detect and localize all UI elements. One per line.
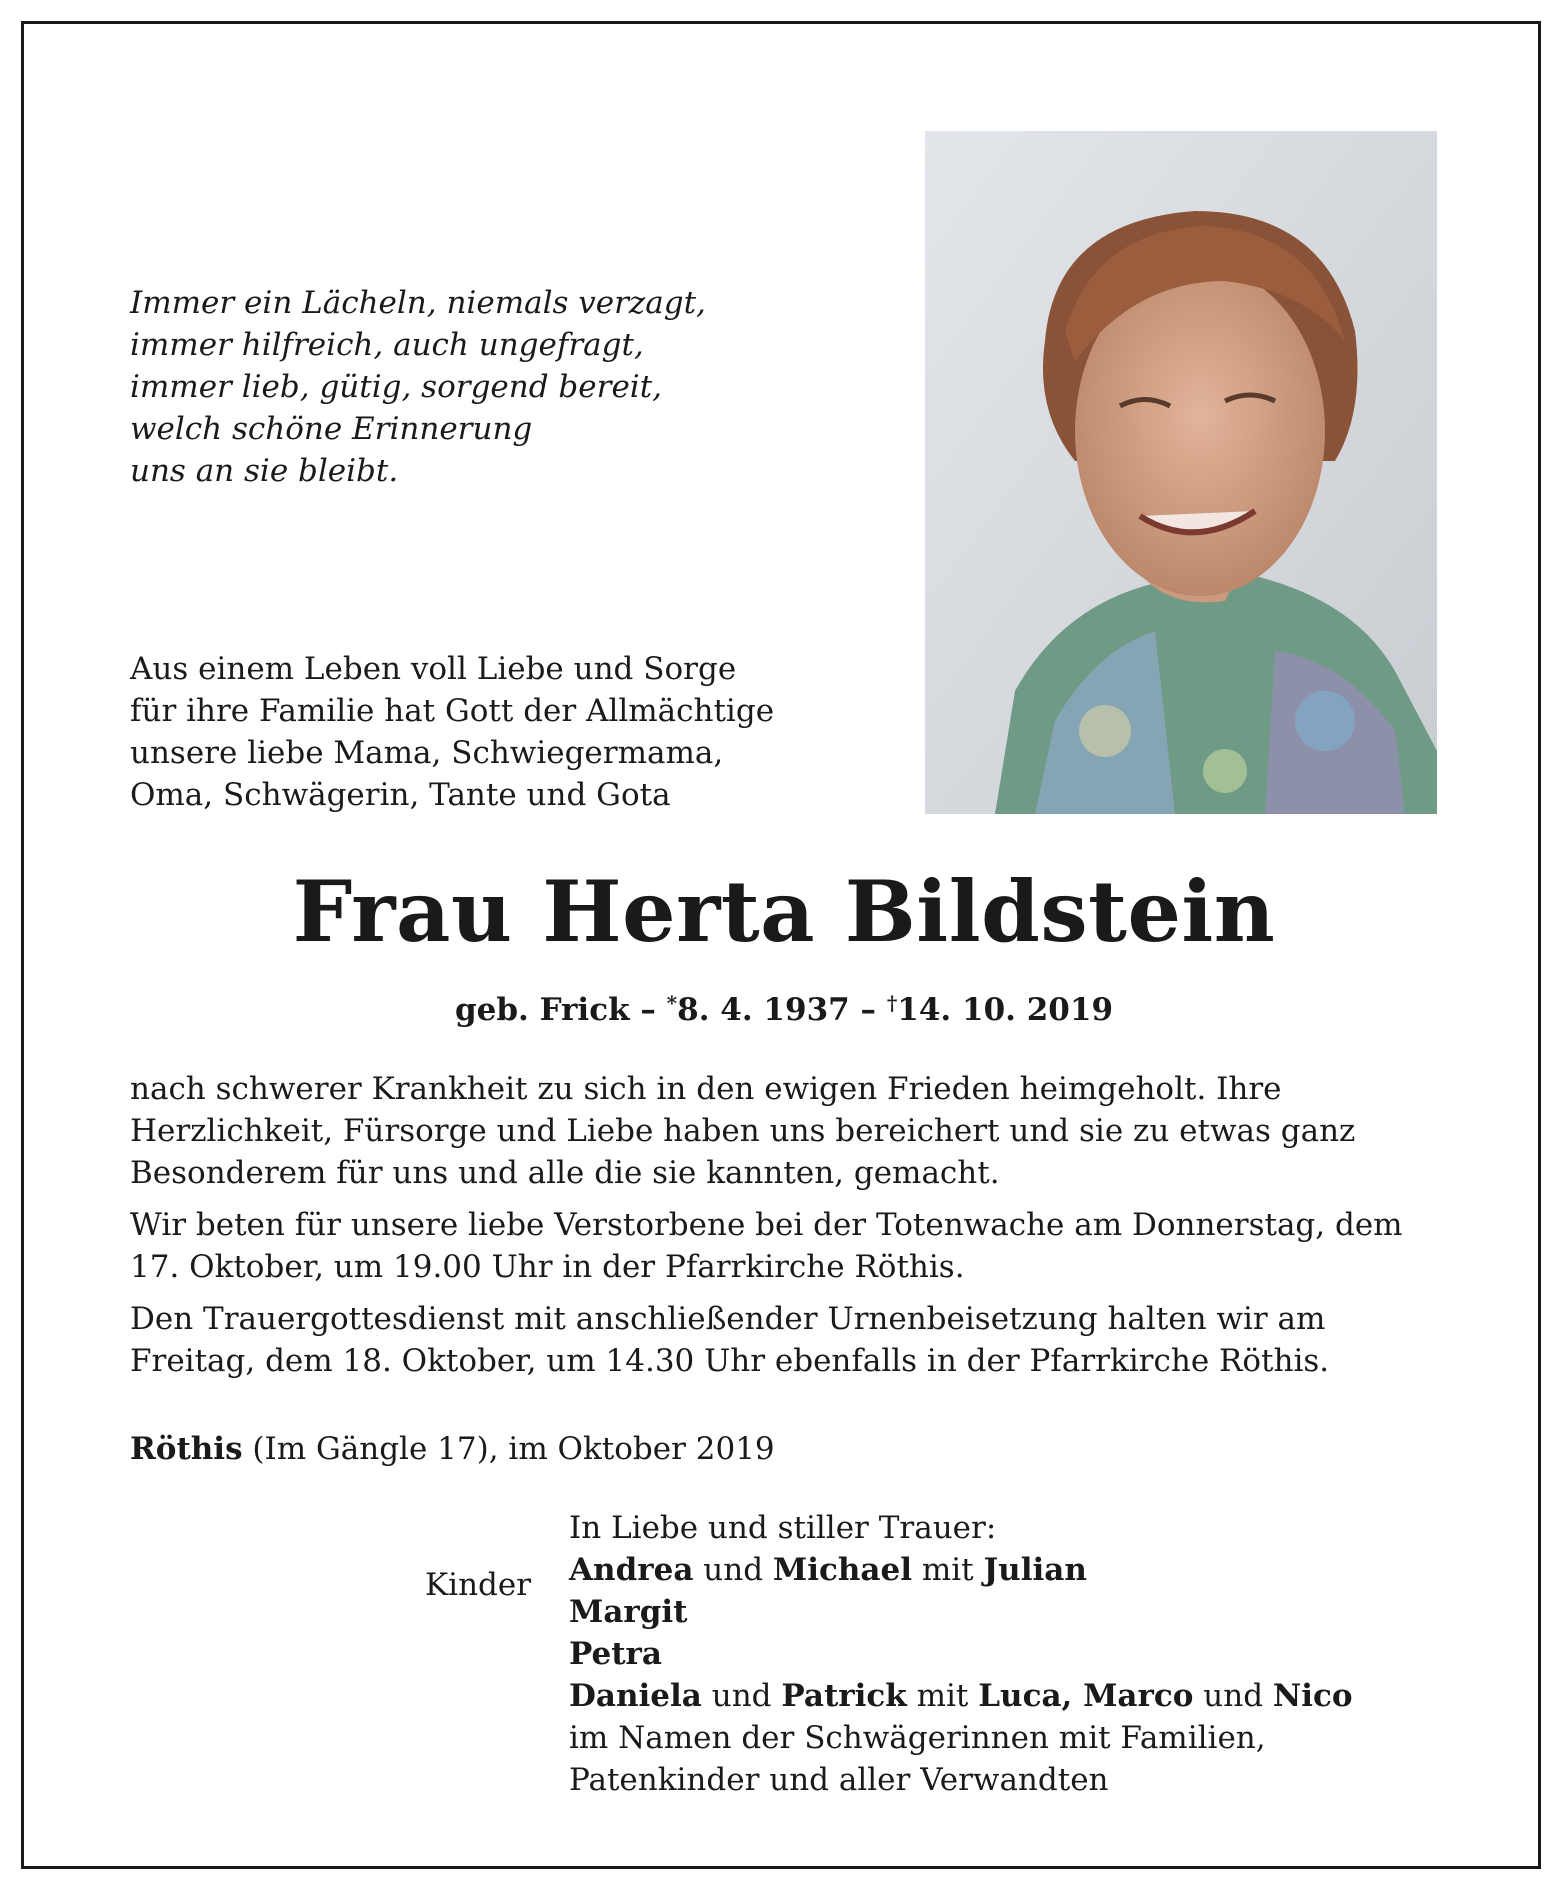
- intro-line: Oma, Schwägerin, Tante und Gota: [130, 777, 671, 813]
- mourner-name: Andrea: [569, 1552, 694, 1588]
- poem-line: immer hilfreich, auch ungefragt,: [130, 327, 644, 363]
- intro-text: [130, 648, 816, 816]
- mourner-name: Julian: [983, 1552, 1087, 1588]
- body-paragraph: Wir beten für unsere liebe Verstorbene bei der Totenwache am Donnerstag, dem 17. Oktober, um 19.00 Uhr in der Pfarrkirche Röthis.: [130, 1207, 1403, 1285]
- birth-symbol-icon: *: [666, 991, 678, 1015]
- mourner-name: Petra: [569, 1636, 662, 1672]
- poem: [130, 282, 770, 492]
- mourner-name: Daniela: [569, 1678, 702, 1714]
- body-paragraph: Den Trauergottesdienst mit anschließender Urnenbeisetzung halten wir am Freitag, dem 18. Oktober, um 14.30 Uhr ebenfalls in der Pfarrkirche Röthis.: [130, 1301, 1330, 1379]
- death-date: 14. 10. 2019: [897, 992, 1114, 1028]
- death-symbol-icon: †: [886, 991, 898, 1015]
- mourner-connector: mit: [921, 1552, 974, 1588]
- mourner-name: Margit: [569, 1594, 688, 1630]
- mourner-name: Patrick: [781, 1678, 907, 1714]
- deceased-name: Frau Herta Bildstein: [292, 862, 1276, 961]
- portrait-photo: [925, 131, 1437, 814]
- mourner-name: Luca, Marco: [978, 1678, 1194, 1714]
- poem-line: welch schöne Erinnerung: [130, 411, 533, 447]
- portrait-illustration: [925, 131, 1437, 814]
- mourner-connector: und: [1203, 1678, 1264, 1714]
- mourners-list: [569, 1507, 1353, 1801]
- poem-line: immer lieb, gütig, sorgend bereit,: [130, 369, 663, 405]
- mourner-line: im Namen der Schwägerinnen mit Familien,: [569, 1720, 1266, 1756]
- mourner-line: [569, 1549, 1353, 1591]
- life-dates: [0, 982, 1568, 1031]
- poem-line: Immer ein Lächeln, niemals verzagt,: [130, 285, 706, 321]
- mourner-line: [569, 1591, 1353, 1633]
- place-details: (Im Gängle 17), im Oktober 2019: [252, 1431, 775, 1467]
- body-paragraph: nach schwerer Krankheit zu sich in den ewigen Frieden heimgeholt. Ihre Herzlichkeit, Fürsorge und Liebe haben uns bereichert und sie zu etwas ganz Besonderem für uns und alle die sie kannten, gemacht.: [130, 1071, 1356, 1191]
- mourner-connector: und: [703, 1552, 764, 1588]
- intro-line: Aus einem Leben voll Liebe und Sorge: [130, 651, 737, 687]
- maiden-name: geb. Frick –: [454, 992, 656, 1028]
- intro-line: für ihre Familie hat Gott der Allmächtige: [130, 693, 775, 729]
- announcement-body: [130, 1068, 1438, 1392]
- intro-line: unsere liebe Mama, Schwiegermama,: [130, 735, 724, 771]
- mourners-heading: In Liebe und stiller Trauer:: [569, 1510, 997, 1546]
- mourner-name: Michael: [772, 1552, 913, 1588]
- birth-date: 8. 4. 1937 –: [677, 992, 877, 1028]
- mourner-line: [569, 1675, 1353, 1717]
- place-date-line: [130, 1428, 775, 1470]
- poem-line: uns an sie bleibt.: [130, 453, 399, 489]
- kinder-label: Kinder: [425, 1567, 532, 1603]
- mourner-name: Nico: [1272, 1678, 1353, 1714]
- mourner-connector: mit: [916, 1678, 969, 1714]
- mourner-line: [569, 1633, 1353, 1675]
- mourner-connector: und: [711, 1678, 772, 1714]
- mourner-line: Patenkinder und aller Verwandten: [569, 1762, 1109, 1798]
- place-town: Röthis: [130, 1431, 243, 1467]
